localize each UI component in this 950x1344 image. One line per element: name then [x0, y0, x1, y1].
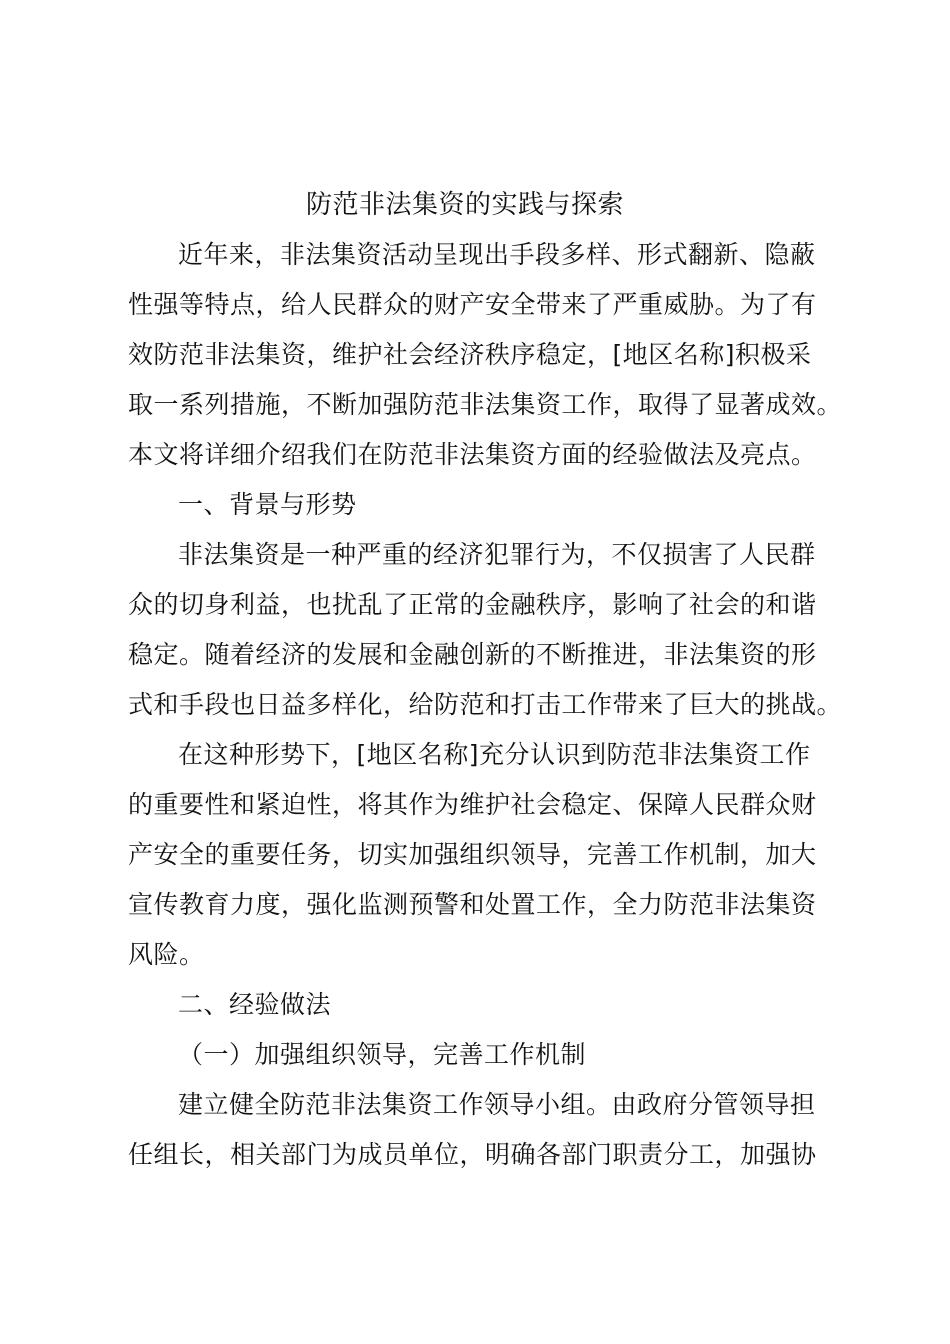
paragraph-line: 建立健全防范非法集资工作领导小组。由政府分管领导担: [178, 1090, 816, 1119]
paragraph-line: 式和手段也日益多样化，给防范和打击工作带来了巨大的挑战。: [128, 690, 843, 719]
paragraph-line: 风险。: [128, 940, 205, 969]
paragraph-line: 的重要性和紧迫性，将其作为维护社会稳定、保障人民群众财: [128, 790, 817, 819]
document-title: 防范非法集资的实践与探索: [306, 190, 625, 220]
paragraph-line: 本文将详细介绍我们在防范非法集资方面的经验做法及亮点。: [128, 440, 817, 469]
paragraph-line: 取一系列措施，不断加强防范非法集资工作，取得了显著成效。: [128, 390, 843, 419]
paragraph-line: 近年来，非法集资活动呈现出手段多样、形式翻新、隐蔽: [178, 240, 816, 269]
paragraph-line: 稳定。随着经济的发展和金融创新的不断推进，非法集资的形: [128, 640, 817, 669]
paragraph-line: 在这种形势下，[地区名称]充分认识到防范非法集资工作: [178, 740, 811, 769]
paragraph-line: 任组长，相关部门为成员单位，明确各部门职责分工，加强协: [128, 1140, 817, 1169]
paragraph-line: 效防范非法集资，维护社会经济秩序稳定，[地区名称]积极采: [128, 340, 812, 369]
section-heading: 二、经验做法: [178, 990, 332, 1019]
paragraph-line: 非法集资是一种严重的经济犯罪行为，不仅损害了人民群: [178, 540, 816, 569]
subsection-heading: （一）加强组织领导，完善工作机制: [178, 1040, 587, 1069]
paragraph-line: 性强等特点，给人民群众的财产安全带来了严重威胁。为了有: [128, 290, 817, 319]
paragraph-line: 众的切身利益，也扰乱了正常的金融秩序，影响了社会的和谐: [128, 590, 817, 619]
paragraph-line: 宣传教育力度，强化监测预警和处置工作，全力防范非法集资: [128, 890, 817, 919]
paragraph-line: 产安全的重要任务，切实加强组织领导，完善工作机制，加大: [128, 840, 817, 869]
section-heading: 一、背景与形势: [178, 490, 357, 519]
